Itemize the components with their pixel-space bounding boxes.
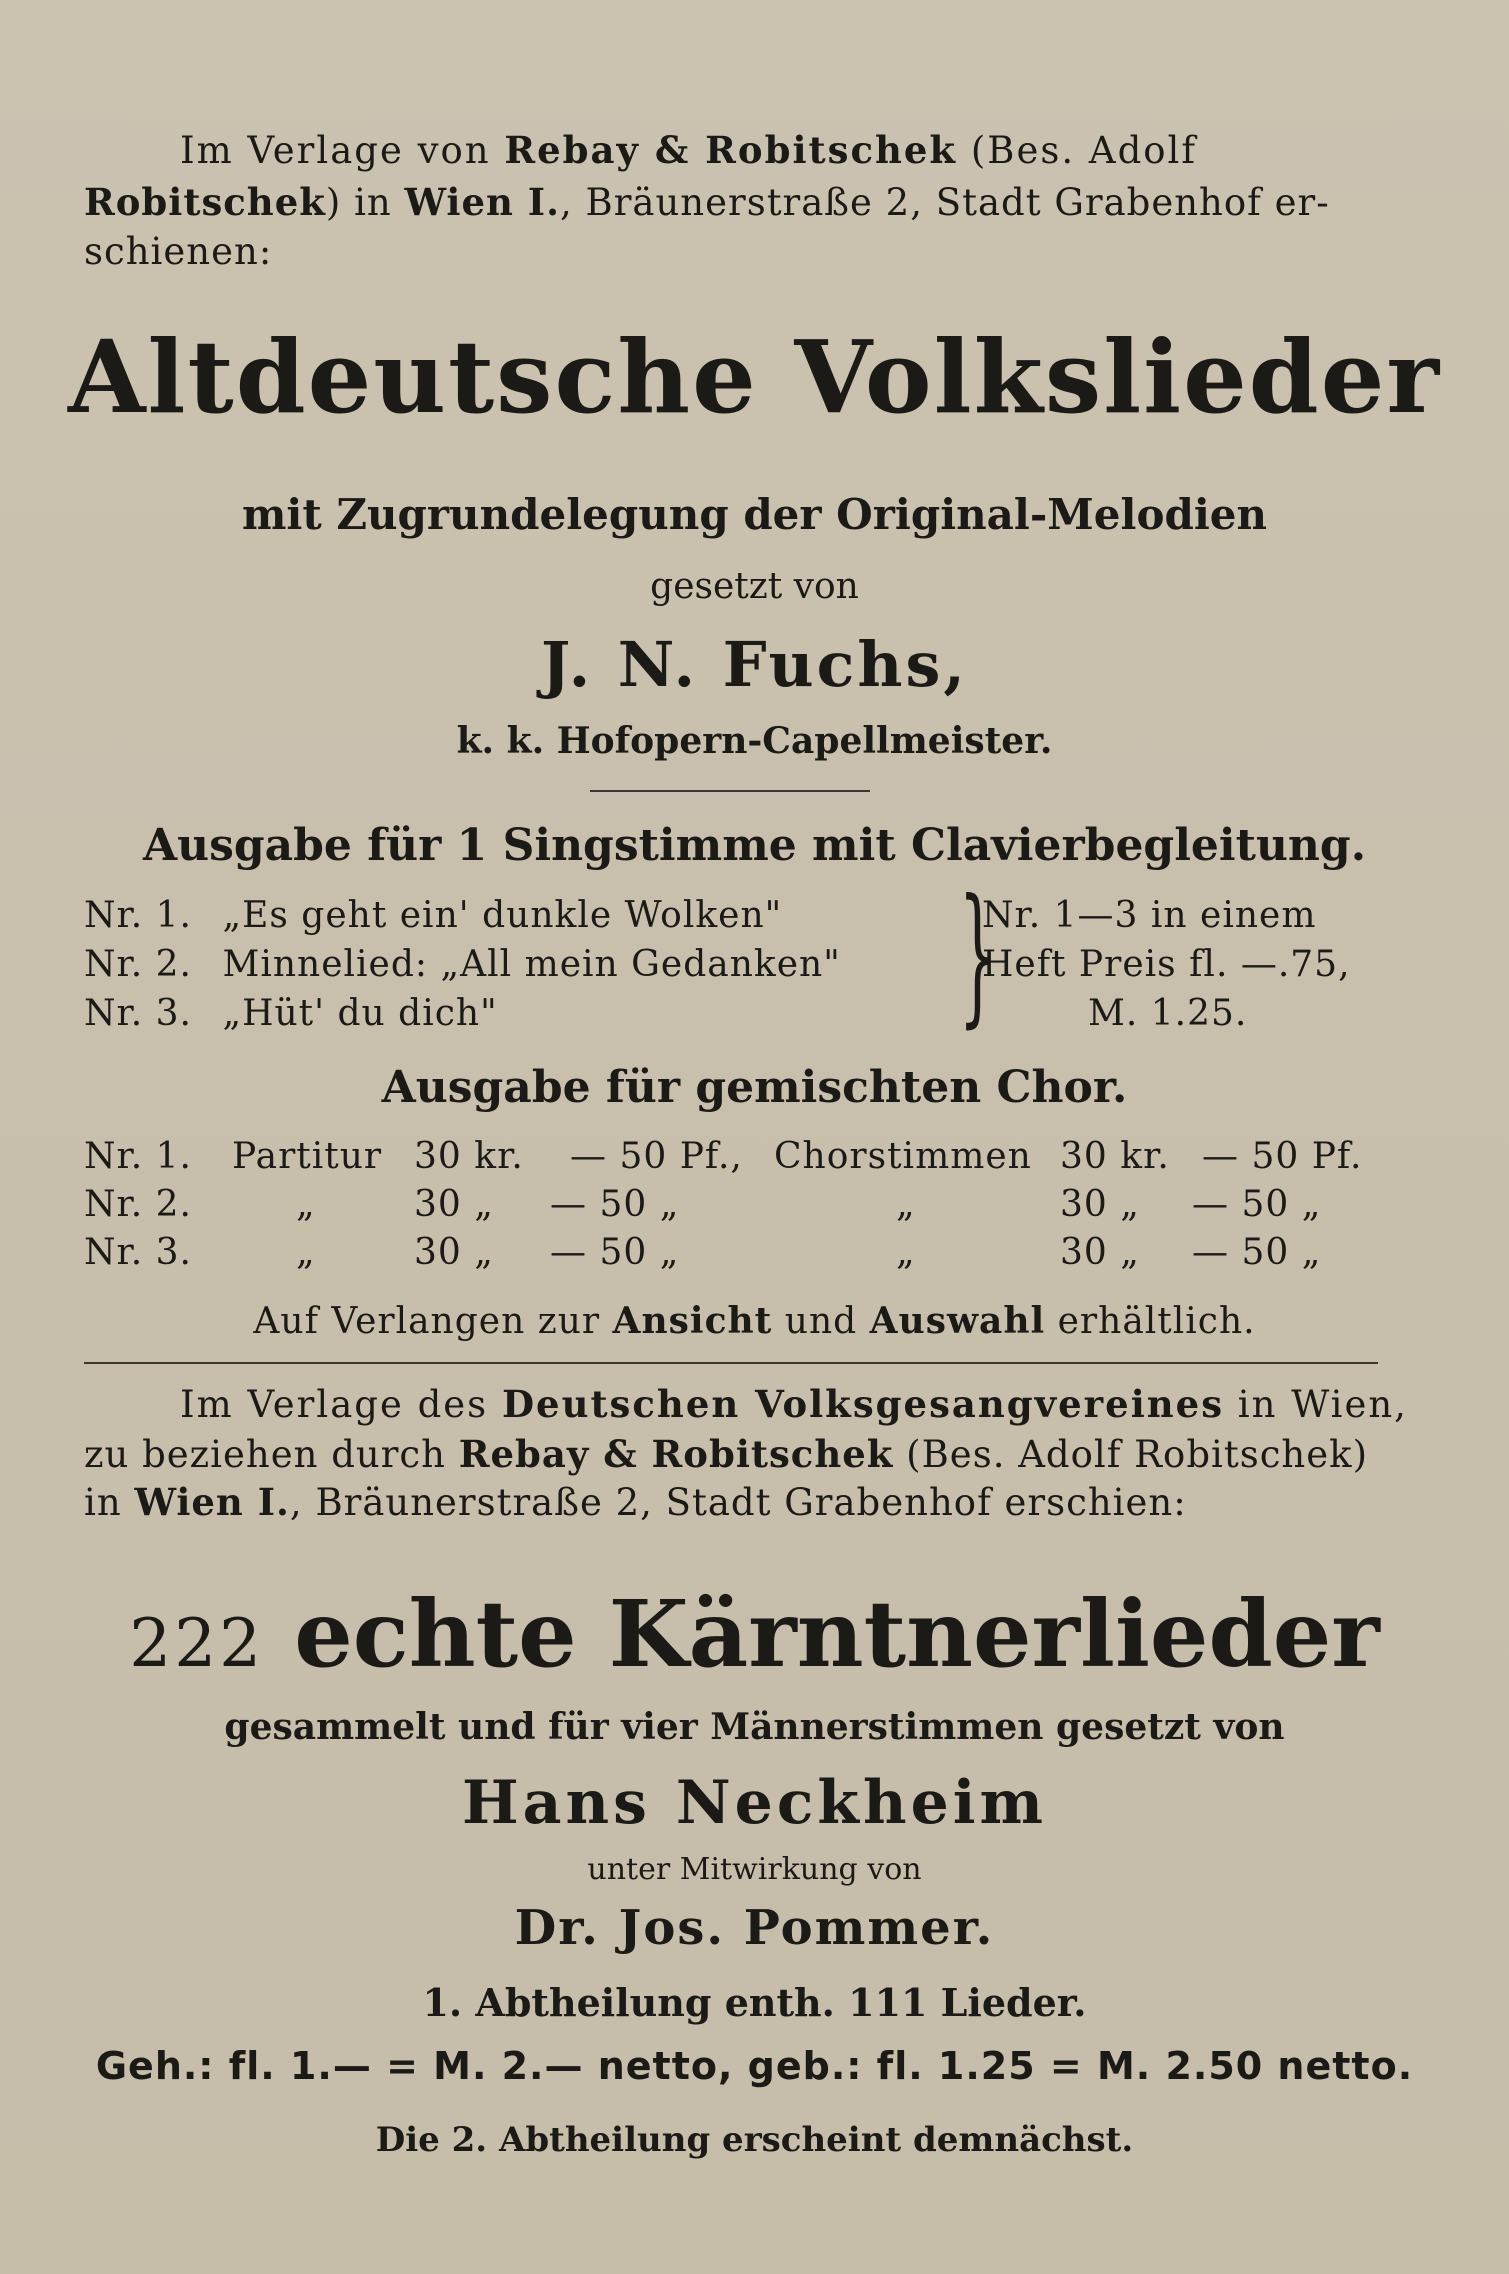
set-by: gesetzt von	[650, 566, 859, 607]
forthcoming-note: Die 2. Abtheilung erscheint demnächst.	[375, 2120, 1134, 2160]
publisher-name: Rebay & Robitschek	[458, 1432, 894, 1476]
short-divider	[590, 790, 870, 792]
item-number: Nr. 1.	[84, 1136, 192, 1177]
intro2-line-3	[84, 1480, 1187, 1524]
note-emphasis: Auswahl	[869, 1300, 1046, 1342]
coeditor-name: Dr. Jos. Pommer.	[514, 1900, 995, 1956]
intro-text: Im Verlage von	[180, 129, 505, 172]
editor-name: Hans Neckheim	[461, 1768, 1048, 1838]
item-number: Nr. 3.	[84, 1232, 192, 1273]
price-line: Geh.: fl. 1.— = M. 2.— netto, geb.: fl. 1.25 = M. 2.50 netto.	[95, 2044, 1414, 2088]
intro-text: zu beziehen durch	[84, 1433, 459, 1476]
city-name: Wien I.	[134, 1480, 290, 1524]
ditto-mark: „	[296, 1184, 316, 1225]
with-label: unter Mitwirkung von	[587, 1852, 922, 1887]
score-label: Partitur	[232, 1136, 383, 1177]
main-title: Altdeutsche Volkslieder	[67, 318, 1442, 436]
part-note: 1. Abtheilung enth. 111 Lieder.	[422, 1980, 1087, 2025]
price-pf: — 50 „	[550, 1184, 680, 1225]
song-title: Minnelied: „All mein Gedanken"	[222, 944, 841, 985]
note-text: Auf Verlangen zur	[253, 1301, 613, 1342]
edition1-item	[84, 895, 782, 936]
brace-note-line-1: Nr. 1—3 in einem	[982, 895, 1317, 936]
price-pf: — 50 Pf.	[1202, 1136, 1363, 1177]
price-kr: 30 „	[414, 1232, 494, 1273]
publisher-name: Rebay & Robitschek	[504, 128, 958, 172]
intro-text: in Wien,	[1224, 1383, 1408, 1426]
composer-role: k. k. Hofopern-Capellmeister.	[456, 720, 1053, 762]
ditto-mark: „	[896, 1184, 916, 1225]
brace-glyph: }	[958, 868, 997, 1042]
ditto-mark: „	[896, 1232, 916, 1273]
item-number: Nr. 3.	[84, 993, 192, 1034]
edition1-heading: Ausgabe für 1 Singstimme mit Clavierbegleitung.	[142, 820, 1367, 871]
note-emphasis: Ansicht	[612, 1300, 773, 1342]
price-pf: — 50 „	[1192, 1184, 1322, 1225]
price-kr: 30 kr.	[1060, 1136, 1170, 1177]
brace-note-line-3: M. 1.25.	[1088, 993, 1248, 1034]
intro-line-3: schienen:	[84, 230, 273, 273]
edition2-heading: Ausgabe für gemischten Chor.	[381, 1062, 1128, 1113]
society-name: Deutschen Volksgesangvereines	[501, 1382, 1225, 1426]
city-name: Wien I.	[404, 180, 560, 224]
note-text: erhältlich.	[1045, 1301, 1256, 1342]
song-count: 222	[129, 1605, 265, 1682]
item-number: Nr. 1.	[84, 895, 192, 936]
publisher-name: Robitschek	[84, 180, 326, 224]
intro-text: Im Verlage des	[180, 1383, 502, 1426]
edition1-item	[84, 944, 841, 985]
price-kr: 30 kr.	[414, 1136, 524, 1177]
intro2-line-1	[180, 1382, 1408, 1426]
price-kr: 30 „	[1060, 1232, 1140, 1273]
intro-text: , Bräunerstraße 2, Stadt Grabenhof erschien:	[289, 1481, 1187, 1524]
parts-label: Chorstimmen	[774, 1136, 1032, 1177]
intro-text: , Bräunerstraße 2, Stadt Grabenhof er-	[560, 181, 1330, 224]
intro-line-2	[84, 180, 1330, 224]
subtitle: mit Zugrundelegung der Original-Melodien	[241, 490, 1268, 539]
intro-line-1	[180, 128, 1197, 172]
note-text: und	[772, 1301, 870, 1342]
intro-text: (Bes. Adolf	[957, 129, 1198, 172]
intro-text: ) in	[325, 181, 405, 224]
availability-note	[0, 1300, 1509, 1342]
collection-title: echte Kärntnerlieder	[294, 1580, 1380, 1688]
price-pf: — 50 „	[550, 1232, 680, 1273]
price-kr: 30 „	[414, 1184, 494, 1225]
intro-text: (Bes. Adolf Robitschek)	[893, 1433, 1368, 1476]
intro-text: in	[84, 1481, 135, 1524]
song-title: „Hüt' du dich"	[222, 993, 498, 1034]
price-pf: — 50 Pf.,	[570, 1136, 743, 1177]
price-kr: 30 „	[1060, 1184, 1140, 1225]
price-pf: — 50 „	[1192, 1232, 1322, 1273]
edition1-item	[84, 993, 498, 1034]
song-title: „Es geht ein' dunkle Wolken"	[222, 895, 783, 936]
item-number: Nr. 2.	[84, 1184, 192, 1225]
composer-name: J. N. Fuchs,	[541, 628, 968, 701]
section-divider	[84, 1362, 1378, 1364]
title2	[0, 1580, 1509, 1688]
item-number: Nr. 2.	[84, 944, 192, 985]
subtitle2: gesammelt und für vier Männerstimmen gesetzt von	[224, 1706, 1285, 1748]
brace-note-line-2: Heft Preis fl. —.75,	[982, 944, 1351, 985]
intro2-line-2	[84, 1432, 1368, 1476]
ditto-mark: „	[296, 1232, 316, 1273]
